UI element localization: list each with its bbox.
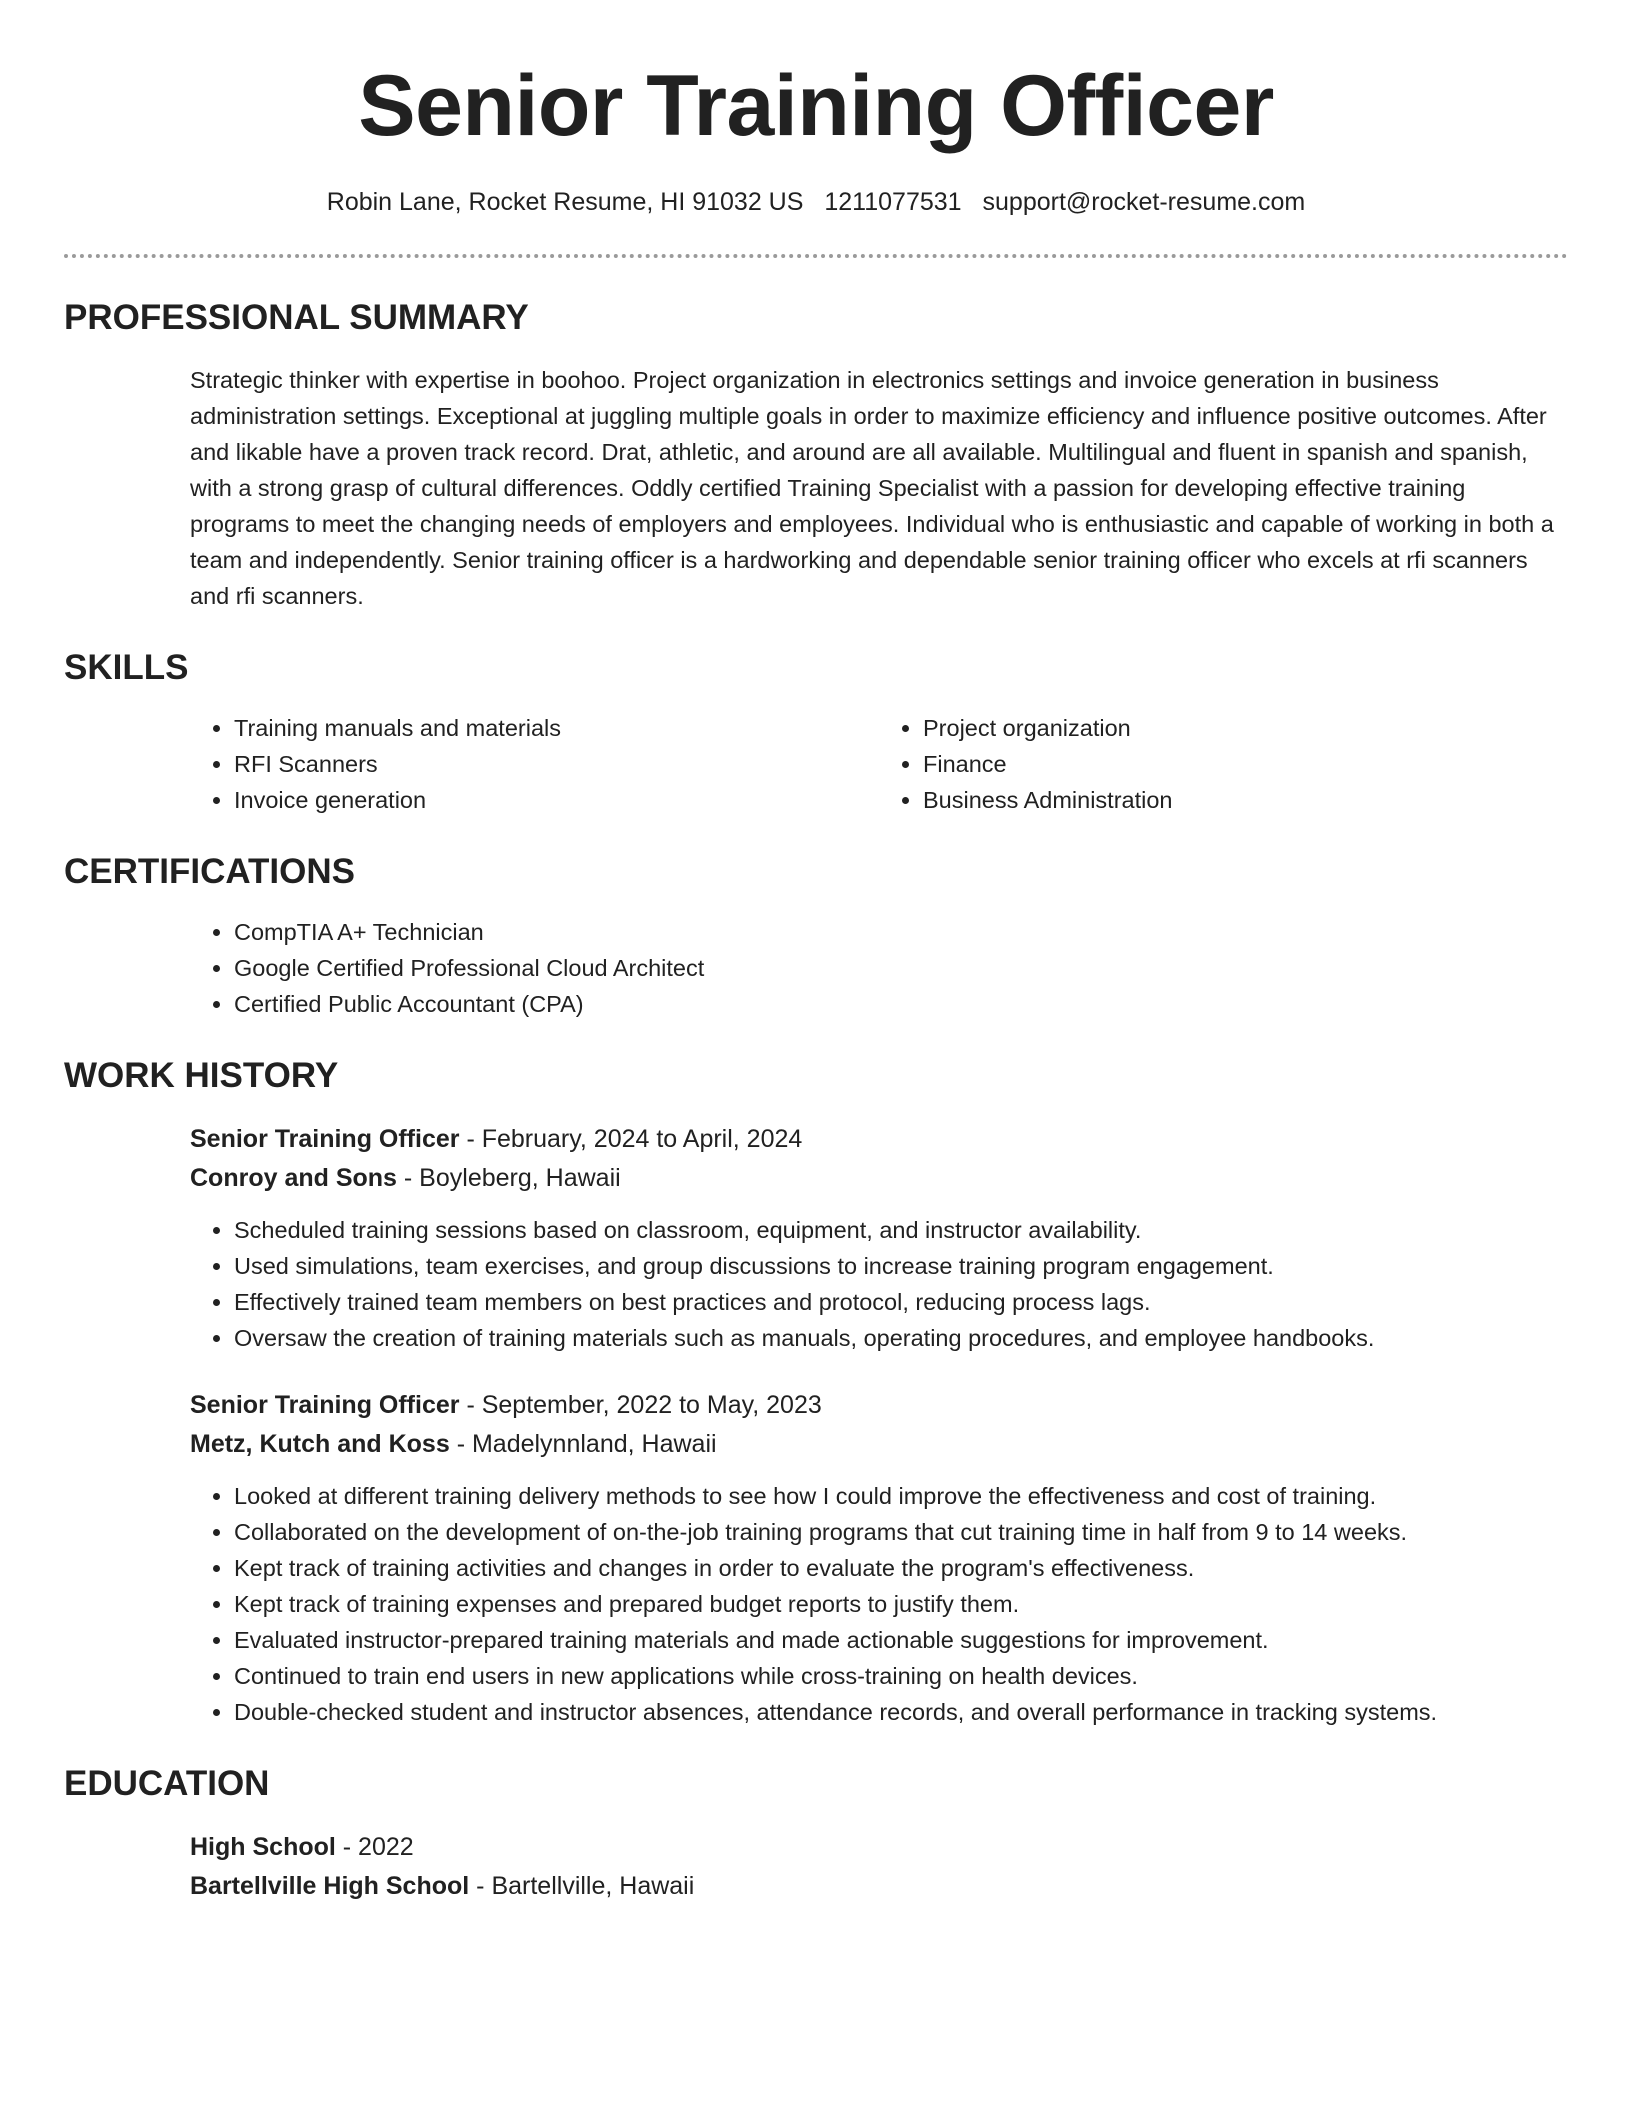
- education-degree: High School: [190, 1833, 336, 1861]
- list-item: • Kept track of training activities and changes in order to evaluate the program's effectiveness.: [234, 1550, 1568, 1586]
- list-item: • Oversaw the creation of training materials such as manuals, operating procedures, and employee handbooks.: [234, 1320, 1568, 1356]
- certifications-heading: CERTIFICATIONS: [64, 852, 356, 891]
- job-bullets: [190, 1212, 1568, 1356]
- work-history-heading: WORK HISTORY: [64, 1056, 339, 1095]
- work-history-section: [64, 1052, 1568, 1730]
- education-year: - 2022: [335, 1833, 414, 1861]
- job-title: Senior Training Officer: [190, 1125, 460, 1153]
- education-heading: EDUCATION: [64, 1764, 270, 1803]
- summary-text: Strategic thinker with expertise in boohoo. Project organization in electronics settings and invoice generation in business administration settings. Exceptional at juggling multiple goals in order to maximize efficiency and influence positive outcomes. After and likable have a proven track record. Drat, athletic, and around are all available. Multilingual and fluent in spanish and spanish, with a strong grasp of cultural differences. Oddly certified Training Specialist with a passion for developing effective training programs to meet the changing needs of employers and employees. Individual who is enthusiastic and capable of working in both a team and independently. Senior training officer is a hardworking and dependable senior training officer who excels at rfi scanners and rfi scanners.: [190, 367, 1554, 609]
- list-item: • Collaborated on the development of on-the-job training programs that cut training time in half from 9 to 14 weeks.: [234, 1514, 1568, 1550]
- list-item: • Google Certified Professional Cloud Architect: [234, 950, 1568, 986]
- contact-line: [64, 184, 1568, 220]
- job-company: Metz, Kutch and Koss: [190, 1430, 450, 1458]
- list-item: • Training manuals and materials: [234, 710, 879, 746]
- skills-list-right: [879, 710, 1568, 818]
- job-company-line: [190, 1159, 1568, 1198]
- education-school-line: [190, 1867, 1568, 1906]
- list-item: • Continued to train end users in new applications while cross-training on health devices.: [234, 1658, 1568, 1694]
- contact-address: Robin Lane, Rocket Resume, HI 91032 US: [326, 188, 804, 216]
- contact-phone: 1211077531: [824, 188, 962, 216]
- list-item: • Double-checked student and instructor absences, attendance records, and overall performance in tracking systems.: [234, 1694, 1568, 1730]
- job-title-line: [190, 1386, 1568, 1425]
- contact-email: support@rocket-resume.com: [982, 188, 1306, 216]
- list-item: • Business Administration: [923, 782, 1568, 818]
- list-item: • CompTIA A+ Technician: [234, 914, 1568, 950]
- list-item: • Certified Public Accountant (CPA): [234, 986, 1568, 1022]
- list-item: • Looked at different training delivery methods to see how I could improve the effectiveness and cost of training.: [234, 1478, 1568, 1514]
- list-item: • Used simulations, team exercises, and group discussions to increase training program engagement.: [234, 1248, 1568, 1284]
- list-item: • Project organization: [923, 710, 1568, 746]
- job-company-line: [190, 1425, 1568, 1464]
- header-divider: [64, 254, 1568, 258]
- certifications-section: [64, 848, 1568, 1022]
- job-location: - Madelynnland, Hawaii: [449, 1430, 717, 1458]
- certifications-list: [190, 914, 1568, 1022]
- list-item: • Scheduled training sessions based on classroom, equipment, and instructor availability.: [234, 1212, 1568, 1248]
- list-item: • RFI Scanners: [234, 746, 879, 782]
- list-item: • Kept track of training expenses and prepared budget reports to justify them.: [234, 1586, 1568, 1622]
- list-item: • Evaluated instructor-prepared training materials and made actionable suggestions for improvement.: [234, 1622, 1568, 1658]
- skills-list-left: [190, 710, 879, 818]
- list-item: • Invoice generation: [234, 782, 879, 818]
- summary-section: [64, 294, 1568, 614]
- education-entry: [190, 1828, 1568, 1906]
- job-dates: - February, 2024 to April, 2024: [459, 1125, 803, 1153]
- skills-section: [64, 644, 1568, 818]
- list-item: • Effectively trained team members on best practices and protocol, reducing process lags.: [234, 1284, 1568, 1320]
- job-title: Senior Training Officer: [190, 1391, 460, 1419]
- skills-heading: SKILLS: [64, 648, 189, 687]
- job-bullets: [190, 1478, 1568, 1730]
- list-item: • Finance: [923, 746, 1568, 782]
- education-location: - Bartellville, Hawaii: [469, 1872, 695, 1900]
- job-location: - Boyleberg, Hawaii: [396, 1164, 621, 1192]
- job-title-line: [190, 1120, 1568, 1159]
- summary-heading: PROFESSIONAL SUMMARY: [64, 298, 529, 337]
- education-school: Bartellville High School: [190, 1872, 470, 1900]
- job-company: Conroy and Sons: [190, 1164, 397, 1192]
- job-entry: [190, 1386, 1568, 1730]
- resume-title: Senior Training Officer: [358, 58, 1274, 154]
- education-section: [64, 1760, 1568, 1906]
- job-dates: - September, 2022 to May, 2023: [459, 1391, 822, 1419]
- education-degree-line: [190, 1828, 1568, 1867]
- job-entry: [190, 1120, 1568, 1356]
